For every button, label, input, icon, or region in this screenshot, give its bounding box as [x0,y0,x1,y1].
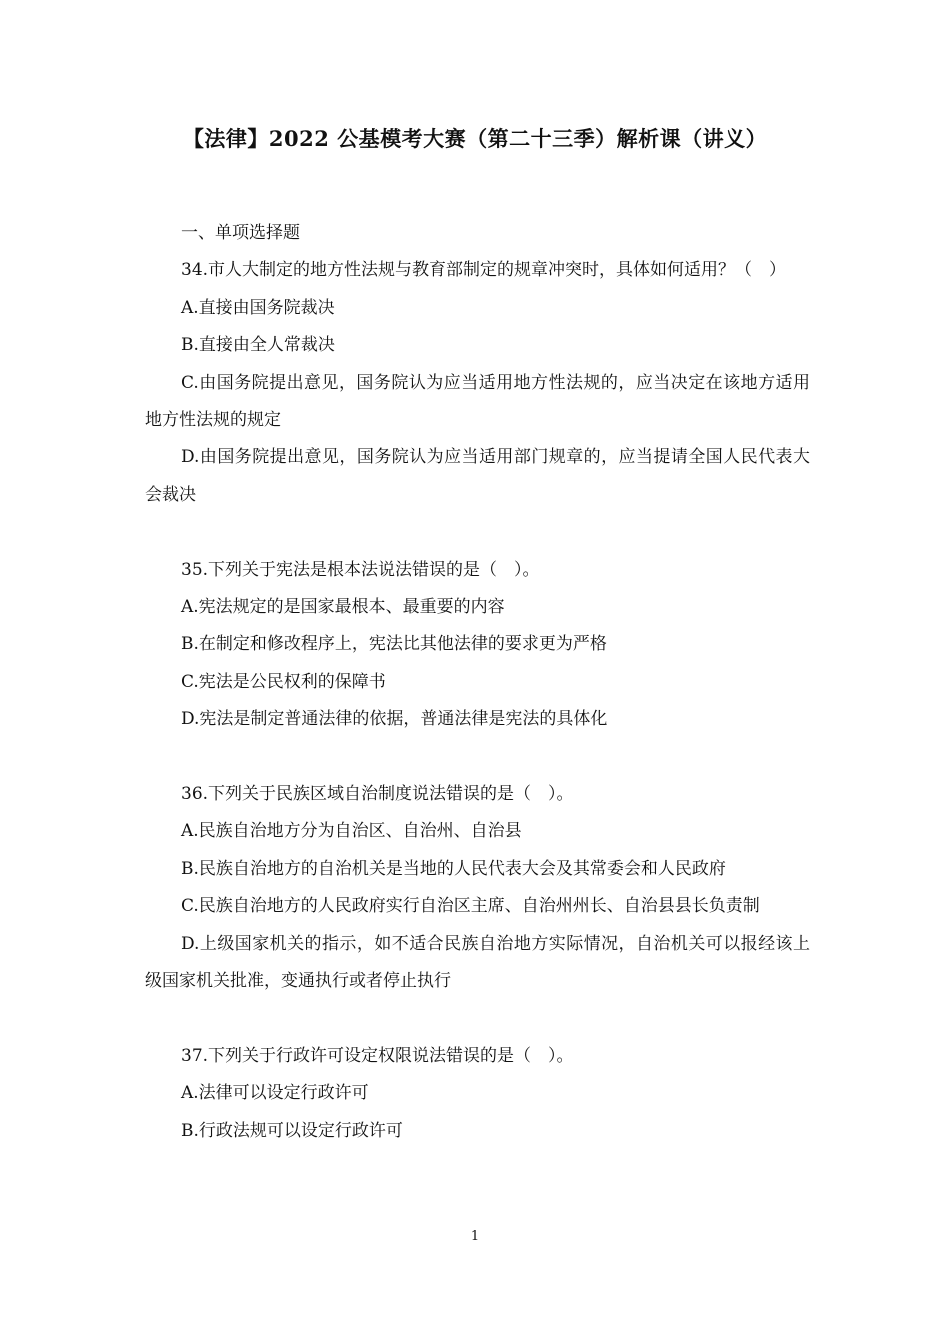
question-36-option-a: A.民族自治地方分为自治区、自治州、自治县 [181,821,522,842]
spacer [145,1001,810,1038]
question-35-option-d: D.宪法是制定普通法律的依据，普通法律是宪法的具体化 [181,709,608,730]
spacer [145,739,810,776]
spacer [145,514,810,551]
question-35-stem: 35.下列关于宪法是根本法说法错误的是（ ）。 [181,559,540,580]
document-body [145,215,810,1150]
question-36-option-b: B.民族自治地方的自治机关是当地的人民代表大会及其常委会和人民政府 [181,858,726,879]
question-34-option-a: A.直接由国务院裁决 [181,297,335,318]
question-36-option-c: C.民族自治地方的人民政府实行自治区主席、自治州州长、自治县县长负责制 [181,896,760,917]
question-35-option-b: B.在制定和修改程序上，宪法比其他法律的要求更为严格 [181,634,607,655]
page-number: 1 [470,1229,480,1244]
question-35-option-c: C.宪法是公民权利的保障书 [181,671,386,692]
question-36-stem: 36.下列关于民族区域自治制度说法错误的是（ ）。 [181,784,574,805]
question-34-stem: 34.市人大制定的地方性法规与教育部制定的规章冲突时，具体如何适用？（ ） [181,260,787,281]
section-heading: 一、单项选择题 [181,223,300,243]
question-34-option-d: D.由国务院提出意见，国务院认为应当适用部门规章的，应当提请全国人民代表大会裁决 [145,447,810,505]
question-36-option-d: D.上级国家机关的指示，如不适合民族自治地方实际情况，自治机关可以报经该上级国家机关批准，变通执行或者停止执行 [145,933,810,992]
question-34-option-c: C.由国务院提出意见，国务院认为应当适用地方性法规的，应当决定在该地方适用地方性法规的规定 [145,372,810,431]
question-37-option-a: A.法律可以设定行政许可 [181,1083,369,1104]
question-35-option-a: A.宪法规定的是国家最根本、最重要的内容 [181,597,505,618]
question-37-option-b: B.行政法规可以设定行政许可 [181,1120,403,1141]
question-37-stem: 37.下列关于行政许可设定权限说法错误的是（ ）。 [181,1045,574,1066]
document-title: 【法律】2022 公基模考大赛（第二十三季）解析课（讲义） [182,126,768,151]
question-34-option-b: B.直接由全人常裁决 [181,335,335,356]
